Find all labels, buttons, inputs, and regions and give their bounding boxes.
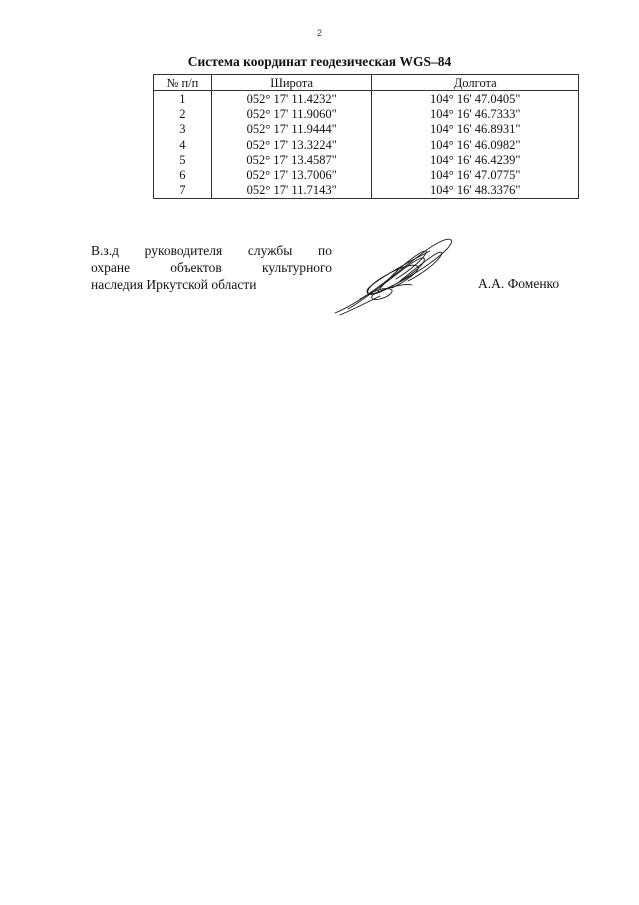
row-number: 2 [154,106,212,121]
row-longitude: 104° 16' 46.0982" [372,137,579,152]
signer-position [91,242,332,293]
row-number: 6 [154,167,212,182]
row-number: 4 [154,137,212,152]
row-latitude: 052° 17' 13.4587" [211,152,372,167]
row-longitude: 104° 16' 46.7333" [372,106,579,121]
table-row [154,122,579,137]
header-number: № п/п [154,75,212,91]
table-row [154,152,579,167]
row-number: 7 [154,183,212,199]
signer-name: А.А. Фоменко [478,276,560,291]
row-latitude: 052° 17' 11.9444" [211,122,372,137]
row-number: 1 [154,91,212,107]
table-row [154,91,579,107]
row-latitude: 052° 17' 13.3224" [211,137,372,152]
coordinates-table [153,74,579,199]
row-latitude: 052° 17' 11.7143" [211,183,372,199]
header-latitude: Широта [211,75,372,91]
row-longitude: 104° 16' 48.3376" [372,183,579,199]
row-latitude: 052° 17' 11.9060" [211,106,372,121]
row-latitude: 052° 17' 11.4232" [211,91,372,107]
row-number: 3 [154,122,212,137]
signer-position-line: В.з.д руководителя службы по [91,243,332,258]
table-row [154,106,579,121]
row-longitude: 104° 16' 46.4239" [372,152,579,167]
signer-position-line: охране объектов культурного [91,260,332,275]
table-title: Система координат геодезическая WGS–84 [187,54,452,69]
row-number: 5 [154,152,212,167]
header-longitude: Долгота [372,75,579,91]
signer-position-line: наследия Иркутской области [91,277,257,292]
table-row [154,167,579,182]
table-row [154,137,579,152]
row-longitude: 104° 16' 47.0775" [372,167,579,182]
table-row [154,183,579,199]
handwritten-signature [330,233,455,318]
row-latitude: 052° 17' 13.7006" [211,167,372,182]
row-longitude: 104° 16' 47.0405" [372,91,579,107]
table-header-row [154,75,579,91]
row-longitude: 104° 16' 46.8931" [372,122,579,137]
page-number: 2 [316,28,322,38]
